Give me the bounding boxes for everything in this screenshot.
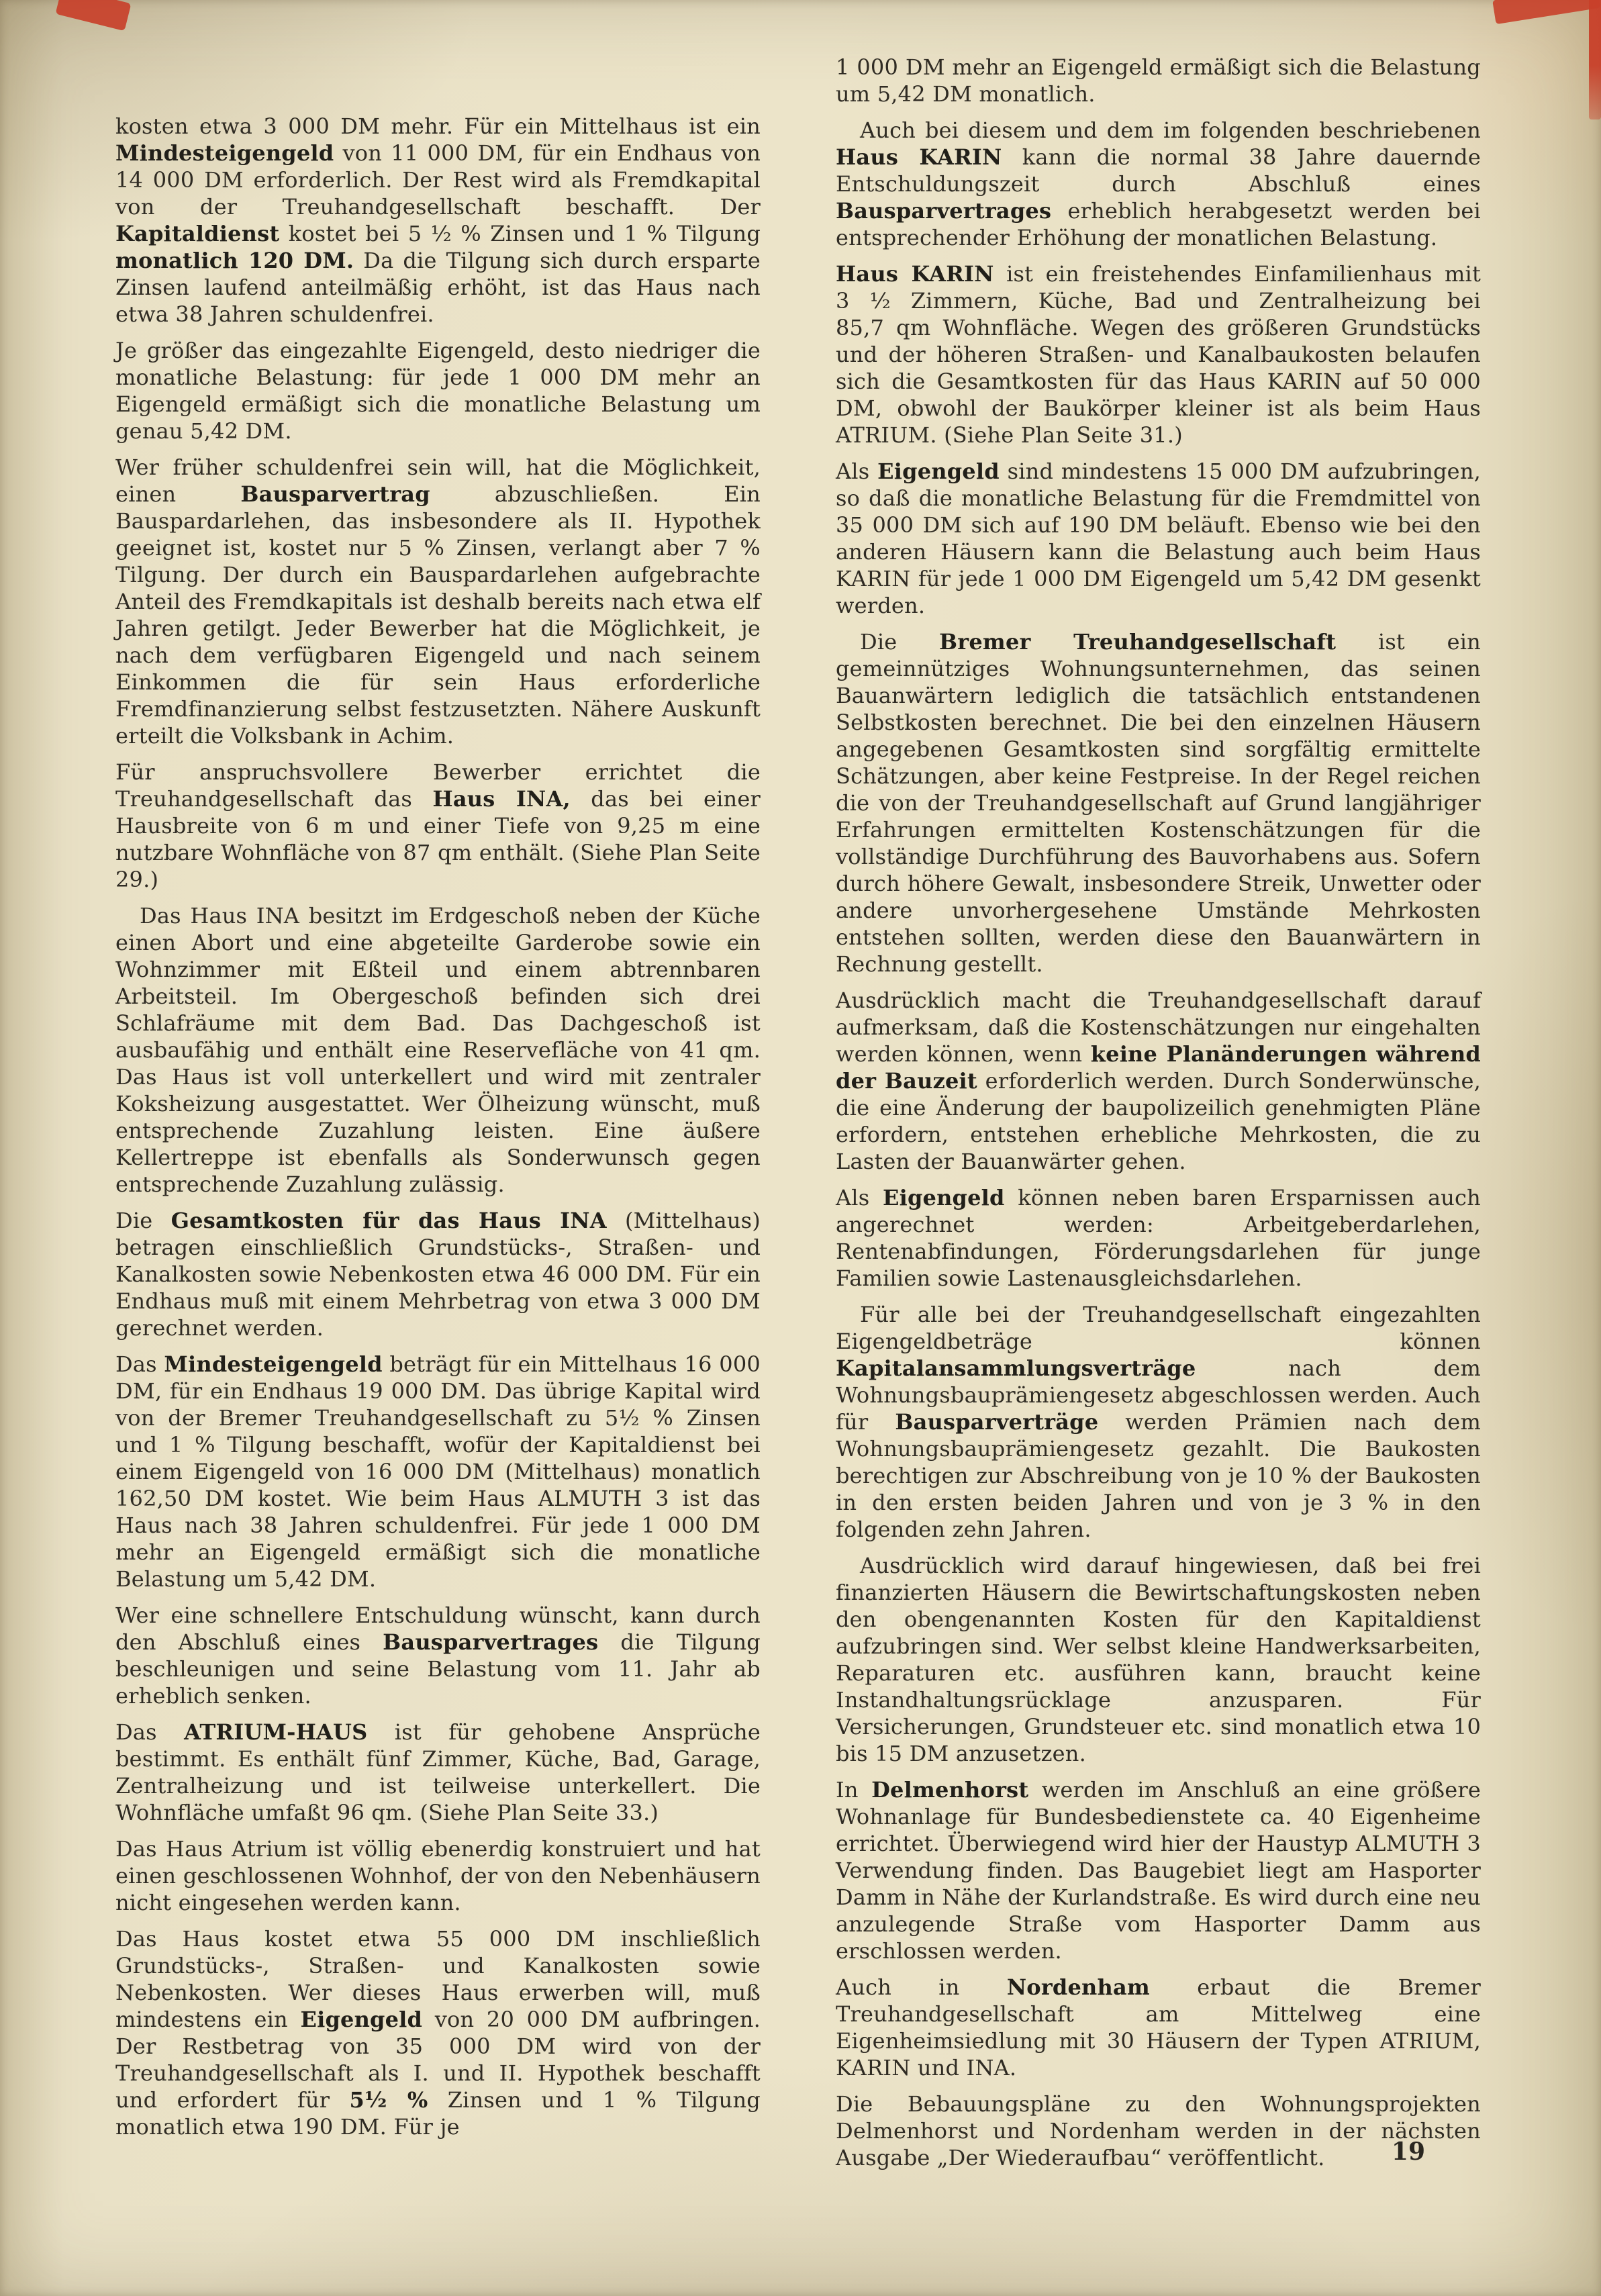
paragraph xyxy=(836,260,1481,448)
emphasis-text: monatlich 120 DM. xyxy=(115,248,354,273)
body-text: ist ein gemeinnütziges Wohnungsunternehmen, das seinen Bauanwärtern lediglich die tatsächlich entstandenen Selbstkosten berechnet. Die bei den einzelnen Häusern angegebenen Gesamtkosten sind sorgfältig ermittelte Schätzungen, aber keine Festpreise. In der Regel reichen die von der Treuhandgesellschaft auf Grund langjähriger Erfahrungen ermittelten Kostenschätzungen für die vollständige Durchführung des Bauvorhabens aus. Sofern durch höhere Gewalt, insbesondere Streik, Unwetter oder andere unvorhergesehene Umstände Mehrkosten entstehen sollten, werden diese den Bauanwärtern in Rechnung gestellt. xyxy=(836,629,1481,977)
emphasis-text: Eigengeld xyxy=(883,1185,1005,1210)
emphasis-text: keine Planänderungen während der Bauzeit xyxy=(836,1041,1482,1094)
emphasis-text: Kapitaldienst xyxy=(115,221,280,246)
emphasis-text: Mindesteigengeld xyxy=(164,1351,383,1377)
body-text: von 20 000 DM aufbringen. Der Restbetrag von 35 000 DM wird von der Treuhandgesellschaft als I. und II. Hypothek beschafft und erfordert für xyxy=(115,2007,761,2113)
body-text: die Tilgung beschleunigen und seine Belastung vom 11. Jahr ab erheblich senken. xyxy=(115,1629,761,1709)
red-ink-mark-top-right xyxy=(1492,0,1601,24)
body-text: Zinsen und 1 % Tilgung monatlich etwa 190 DM. Für je xyxy=(115,2087,761,2140)
body-text: sind mindestens 15 000 DM aufzubringen, so daß die monatliche Belastung für die Fremdmittel von 35 000 DM sich auf 190 DM beläuft. Ebenso wie bei den anderen Häusern kann die Belastung auch beim Haus KARIN für jede 1 000 DM Eigengeld um 5,42 DM gesenkt werden. xyxy=(836,459,1482,618)
body-text: können neben baren Ersparnissen auch angerechnet werden: Arbeitgeberdarlehen, Rentenabfindungen, Förderungsdarlehen für junge Familien sowie Lastenausgleichsdarlehen. xyxy=(836,1185,1481,1291)
red-ink-mark-right-edge xyxy=(1589,0,1601,119)
two-column-text-block xyxy=(115,54,1482,2181)
body-text: ist für gehobene Ansprüche bestimmt. Es enthält fünf Zimmer, Küche, Bad, Garage, Zentralheizung und ist teilweise unterkellert. Die Wohnfläche umfaßt 96 qm. (Siehe Plan Seite 33.) xyxy=(115,1719,761,1825)
body-text: Auch in xyxy=(836,1974,1007,2000)
body-text: Wer eine schnellere Entschuldung wünscht, kann durch den Abschluß eines xyxy=(115,1603,761,1655)
right-text-column xyxy=(836,54,1481,2181)
body-text: beträgt für ein Mittelhaus 16 000 DM, für ein Endhaus 19 000 DM. Das übrige Kapital wird von der Bremer Treuhandgesellschaft zu 5½ % Zinsen und 1 % Tilgung beschafft, wofür der Kapitaldienst bei einem Eigengeld von 16 000 DM (Mittelhaus) monatlich 162,50 DM kostet. Wie beim Haus ALMUTH 3 ist das Haus nach 38 Jahren schuldenfrei. Für jede 1 000 DM mehr an Eigengeld ermäßigt sich die monatliche Belastung um 5,42 DM. xyxy=(115,1351,761,1592)
emphasis-text: Bausparvertrages xyxy=(383,1629,599,1655)
paragraph xyxy=(836,1184,1481,1292)
paragraph xyxy=(836,54,1481,107)
paragraph xyxy=(836,1776,1481,1964)
paragraph xyxy=(115,337,761,444)
emphasis-text: ATRIUM-HAUS xyxy=(184,1719,368,1745)
body-text: erheblich herabgesetzt werden bei entsprechender Erhöhung der monatlichen Belastung. xyxy=(836,198,1481,250)
body-text: In xyxy=(836,1777,872,1803)
body-text: Als xyxy=(836,459,878,484)
paragraph xyxy=(836,458,1481,619)
emphasis-text: Eigengeld xyxy=(300,2007,423,2032)
body-text: Das xyxy=(115,1719,185,1745)
body-text: kostet bei 5 ½ % Zinsen und 1 % Tilgung xyxy=(279,221,761,246)
body-text: abzuschließen. Ein Bauspardarlehen, das insbesondere als II. Hypothek geeignet ist, kostet nur 5 % Zinsen, verlangt aber 7 % Tilgung. Der durch ein Bauspardarlehen aufgebrachte Anteil des Fremdkapitals ist deshalb bereits nach etwa elf Jahren getilgt. Jeder Bewerber hat die Möglichkeit, je nach dem verfügbaren Eigengeld und nach seinem Einkommen die für sein Haus erforderliche Fremdfinanzierung selbst festzusetzten. Nähere Auskunft erteilt die Volksbank in Achim. xyxy=(115,481,761,749)
body-text: werden im Anschluß an eine größere Wohnanlage für Bundesbedienstete ca. 40 Eigenheime errichtet. Überwiegend wird hier der Haustyp ALMUTH 3 Verwendung finden. Das Baugebiet liegt am Hasporter Damm in Nähe der Kurlandstraße. Es wird durch eine neu anzulegende Straße vom Hasporter Damm aus erschlossen werden. xyxy=(836,1777,1481,1964)
emphasis-text: Delmenhorst xyxy=(871,1777,1029,1803)
body-text: Je größer das eingezahlte Eigengeld, desto niedriger die monatliche Belastung: für jede 1 000 DM mehr an Eigengeld ermäßigt sich die monatliche Belastung um genau 5,42 DM. xyxy=(115,338,761,444)
paragraph xyxy=(115,1835,761,1916)
body-text: kann die normal 38 Jahre dauernde Entschuldungszeit durch Abschluß eines xyxy=(836,144,1481,197)
body-text: das bei einer Hausbreite von 6 m und einer Tiefe von 9,25 m eine nutzbare Wohnfläche von 87 qm enthält. (Siehe Plan Seite 29.) xyxy=(115,786,761,892)
left-text-column xyxy=(115,54,761,2181)
body-text: Ausdrücklich macht die Treuhandgesellschaft darauf aufmerksam, daß die Kostenschätzungen nur eingehalten werden können, wenn xyxy=(836,988,1481,1067)
page-number: 19 xyxy=(1391,2138,1425,2166)
body-text: Das Haus Atrium ist völlig ebenerdig konstruiert und hat einen geschlossenen Wohnhof, der von den Nebenhäusern nicht eingesehen werden kann. xyxy=(115,1836,761,1915)
body-text: 1 000 DM mehr an Eigengeld ermäßigt sich die Belastung um 5,42 DM monatlich. xyxy=(836,54,1481,107)
body-text: kosten etwa 3 000 DM mehr. Für ein Mittelhaus ist ein xyxy=(115,113,761,139)
paragraph xyxy=(115,1207,761,1341)
emphasis-text: Bausparvertrages xyxy=(836,198,1052,224)
paragraph xyxy=(115,1602,761,1709)
emphasis-text: Gesamtkosten für das Haus INA xyxy=(171,1208,607,1233)
body-text: Das Haus INA besitzt im Erdgeschoß neben der Küche einen Abort und eine abgeteilte Garderobe sowie ein Wohnzimmer mit Eßteil und einem abtrennbaren Arbeitsteil. Im Obergeschoß befinden sich drei Schlafräume mit dem Bad. Das Dachgeschoß ist ausbaufähig und enthält eine Reservefläche von 41 qm. Das Haus ist voll unterkellert und wird mit zentraler Koksheizung ausgestattet. Wer Ölheizung wünscht, muß entsprechende Zuzahlung leisten. Eine äußere Kellertreppe ist ebenfalls als Sonderwunsch gegen entsprechende Zuzahlung zulässig. xyxy=(115,903,761,1197)
body-text: Da die Tilgung sich durch ersparte Zinsen laufend anteilmäßig erhöht, ist das Haus nach etwa 38 Jahren schuldenfrei. xyxy=(115,248,761,327)
emphasis-text: Kapitalansammlungsverträge xyxy=(836,1355,1196,1381)
body-text: Ausdrücklich wird darauf hingewiesen, daß bei frei finanzierten Häusern die Bewirtschaftungskosten neben den obengenannten Kosten für den Kapitaldienst aufzubringen sind. Wer selbst kleine Handwerksarbeiten, Reparaturen etc. ausführen kann, braucht keine Instandhaltungsrücklage anzusparen. Für Versicherungen, Grundsteuer etc. sind monatlich etwa 10 bis 15 DM anzusetzen. xyxy=(836,1553,1481,1766)
emphasis-text: Eigengeld xyxy=(877,459,1000,484)
paragraph xyxy=(115,759,761,893)
body-text: ist ein freistehendes Einfamilienhaus mit 3 ½ Zimmern, Küche, Bad und Zentralheizung bei 85,7 qm Wohnfläche. Wegen des größeren Grundstücks und der höheren Straßen- und Kanalbaukosten belaufen sich die Gesamtkosten für das Haus KARIN auf 50 000 DM, obwohl der Baukörper kleiner ist als beim Haus ATRIUM. (Siehe Plan Seite 31.) xyxy=(836,261,1482,448)
paragraph xyxy=(836,1552,1481,1767)
emphasis-text: Haus KARIN xyxy=(836,261,994,287)
paragraph xyxy=(115,902,761,1198)
body-text: Als xyxy=(836,1185,883,1210)
paragraph xyxy=(115,1351,761,1592)
emphasis-text: Mindesteigengeld xyxy=(115,140,334,166)
body-text: werden Prämien nach dem Wohnungsbauprämiengesetz gezahlt. Die Baukosten berechtigen zur Abschreibung von je 10 % der Baukosten in den ersten beiden Jahren und von je 3 % in den folgenden zehn Jahren. xyxy=(836,1409,1481,1542)
body-text: Für anspruchsvollere Bewerber errichtet die Treuhandgesellschaft das xyxy=(115,759,761,812)
paragraph xyxy=(836,1974,1481,2081)
emphasis-text: Haus KARIN xyxy=(836,144,1002,170)
emphasis-text: Bremer Treuhandgesellschaft xyxy=(939,629,1337,655)
paragraph xyxy=(836,987,1481,1175)
body-text: Die Bebauungspläne zu den Wohnungsprojekten Delmenhorst und Nordenham werden in der nächsten Ausgabe „Der Wiederaufbau“ veröffentlicht. xyxy=(836,2091,1481,2170)
paragraph xyxy=(115,454,761,749)
body-text: Wer früher schuldenfrei sein will, hat die Möglichkeit, einen xyxy=(115,455,761,507)
paragraph xyxy=(836,2091,1481,2171)
paragraph xyxy=(836,1301,1481,1543)
emphasis-text: Bausparvertrag xyxy=(240,481,430,507)
body-text: Auch bei diesem und dem im folgenden beschriebenen xyxy=(860,117,1481,143)
paragraph xyxy=(836,117,1481,251)
body-text: Das Haus kostet etwa 55 000 DM inschließlich Grundstücks-, Straßen- und Kanalkosten sowie Nebenkosten. Wer dieses Haus erwerben will, muß mindestens ein xyxy=(115,1926,761,2032)
body-text: Die xyxy=(860,629,940,655)
paragraph xyxy=(115,1719,761,1826)
paragraph xyxy=(115,1925,761,2140)
body-text: Die xyxy=(115,1208,171,1233)
body-text: Das xyxy=(115,1351,164,1377)
emphasis-text: Nordenham xyxy=(1006,1974,1150,2000)
body-text: von 11 000 DM, für ein Endhaus von 14 000 DM erforderlich. Der Rest wird als Fremdkapital von der Treuhandgesellschaft beschafft. Der xyxy=(115,140,761,220)
red-ink-mark-top-left xyxy=(55,0,131,31)
body-text: (Mittelhaus) betragen einschließlich Grundstücks-, Straßen- und Kanalkosten sowie Nebenkosten etwa 46 000 DM. Für ein Endhaus muß mit einem Mehrbetrag von etwa 3 000 DM gerechnet werden. xyxy=(115,1208,761,1341)
emphasis-text: Haus INA, xyxy=(432,786,571,812)
body-text: erforderlich werden. Durch Sonderwünsche, die eine Änderung der baupolizeilich genehmigten Pläne erfordern, entstehen erhebliche Mehrkosten, die zu Lasten der Bauanwärter gehen. xyxy=(836,1068,1482,1174)
paragraph xyxy=(836,628,1481,977)
body-text: nach dem Wohnungsbauprämiengesetz abgeschlossen werden. Auch für xyxy=(836,1355,1481,1435)
body-text: erbaut die Bremer Treuhandgesellschaft am Mittelweg eine Eigenheimsiedlung mit 30 Häusern der Typen ATRIUM, KARIN und INA. xyxy=(836,1974,1481,2080)
emphasis-text: Bausparverträge xyxy=(895,1409,1099,1435)
paragraph xyxy=(115,113,761,328)
emphasis-text: 5½ % xyxy=(349,2087,428,2113)
body-text: Für alle bei der Treuhandgesellschaft eingezahlten Eigengeldbeträge können xyxy=(836,1302,1481,1354)
